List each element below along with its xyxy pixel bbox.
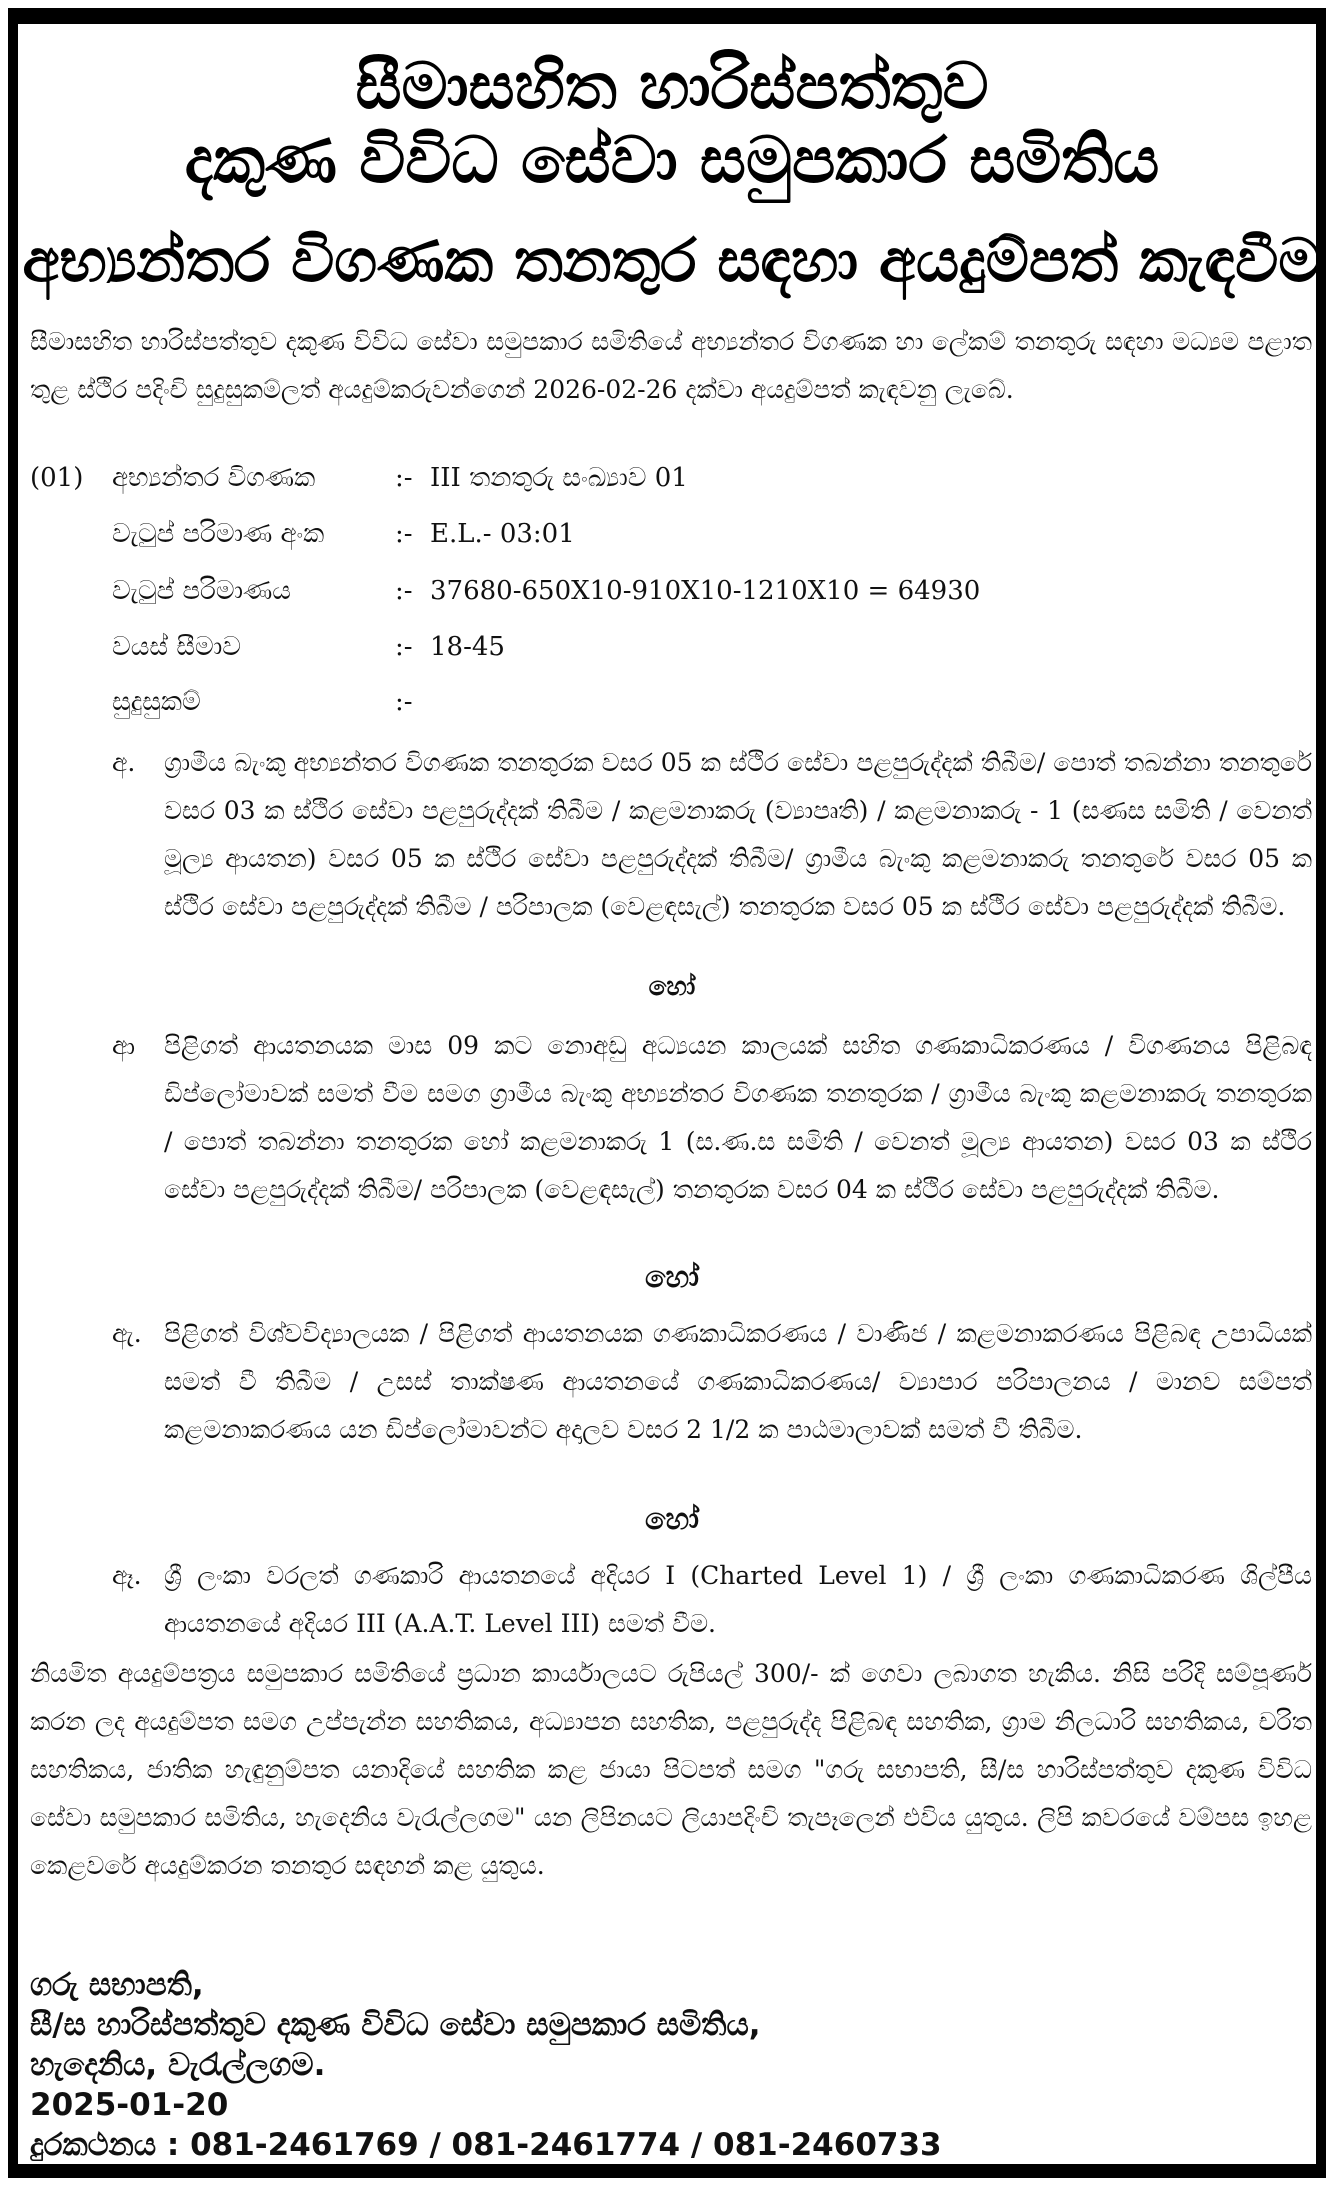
closing-paragraph: නියමිත අයදුම්පත්‍රය සමුපකාර සමිතියේ ප්‍රධාන කාර්යාලයට රුපියල් 300/- ක් ගෙවා ලබාගත හැකිය. නිසි පරිදි සම්පූර්ණ කරන ලද අයදුම්පත සමග උප්පැන්න සහතිකය, අධ්‍යාපන සහතික, පළපුරුද්ද පිළිබඳ සහතික, ග්‍රාම නිලධාරි සහතිකය, චරිත සහතිකය, ජාතික හැඳුනුම්පත යනාදියේ සහතික කළ ජායා පිටපත් සමග "ගරු සභාපති, සී/ස හාරිස්පත්තුව දකුණ විවිධ සේවා සමුපකාර සමිතිය, හැදෙනිය වැරැල්ලගම" යන ලිපිනයට ලියාපදිංචි තැපෑලෙන් එවිය යුතුය. ලිපි කවරයේ වම්පස ඉහළ කෙළවරේ අයදුම්කරන තනතුර සඳහන් කළ යුතුය. xyxy=(30,1659,1312,1880)
qualification-item xyxy=(112,739,1312,931)
title-line-2: දකුණ විවිධ සේවා සමුපකාර සමිතිය xyxy=(184,124,1160,198)
item-marker: ඈ. xyxy=(112,1561,142,1590)
field-label: වැටුප් පරිමාණය xyxy=(112,576,291,606)
phone-numbers: දුරකථනය : 081-2461769 / 081-2461774 / 081-2460733 xyxy=(30,2127,942,2163)
field-separator: :- xyxy=(395,687,413,717)
or-separator: හෝ xyxy=(645,1502,699,1537)
item-text: පිළිගත් විශ්වවිද්‍යාලයක / පිළිගත් ආයතනයක ගණකාධිකරණය / වාණිජ / කළමනාකරණය පිළිබඳ උපාධියක් සමත් වී තිබීම / උසස් තාක්ෂණ ආයතනයේ ගණකාධිකරණය/ ව්‍යාපාර පරිපාලනය / මානව සම්පත් කළමනාකරණය යන ඩිප්ලෝමාවන්ට අදාලව වසර 2 1/2 ක පාඨමාලාවක් සමත් වී තිබීම. xyxy=(164,1319,1312,1444)
qualification-item xyxy=(112,1310,1312,1454)
field-label: වයස් සීමාව xyxy=(112,632,241,662)
signatory-organization: සී/ස හාරිස්පත්තුව දකුණ විවිධ සේවා සමුපකාර සමිතිය, xyxy=(30,2007,761,2043)
item-text: ශ්‍රී ලංකා වරලත් ගණකාරි ආයතනයේ අදියර I (Charted Level 1) / ශ්‍රී ලංකා ගණකාධිකරණ ශිල්පීය ආයතනයේ අදියර III (A.A.T. Level III) සමත් වීම. xyxy=(164,1561,1312,1638)
headline: අභ්‍යන්තර විගණක තනතුර සඳහා අයදුම්පත් කැඳවීම xyxy=(22,226,1322,296)
item-marker: අ. xyxy=(112,748,136,777)
title-line-1: සීමාසහිත හාරිස්පත්තුව xyxy=(355,50,989,124)
field-separator: :- xyxy=(395,576,413,606)
or-separator: හෝ xyxy=(648,972,696,1002)
field-label: වැටුප් පරිමාණ අංක xyxy=(112,519,325,549)
field-value: III තනතුරු සංඛ්‍යාව 01 xyxy=(430,463,688,493)
field-separator: :- xyxy=(395,519,413,549)
qualification-item xyxy=(112,1022,1312,1214)
item-text: පිළිගත් ආයතනයක මාස 09 කට නොඅඩු අධ්‍යයන කාලයක් සහිත ගණකාධිකරණය / විගණනය පිළිබඳ ඩිප්ලෝමාවක් සමත් වීම සමග ග්‍රාමීය බැංකු අභ්‍යන්තර විගණක තනතුරක / ග්‍රාමීය බැංකු කළමනාකරු තනතුරක / පොත් තබන්නා තනතුරක හෝ කළමනාකරු 1 (ස.ණ.ස සමිති / වෙනත් මූල්‍ය ආයතන) වසර 03 ක ස්ථිර සේවා පළපුරුද්දක් තිබීම/ පරිපාලක (වෙළඳසැල්) තනතුරක වසර 04 ක ස්ථිර සේවා පළපුරුද්දක් තිබීම. xyxy=(164,1031,1312,1204)
intro-paragraph: සීමාසහිත හාරිස්පත්තුව දකුණ විවිධ සේවා සමුපකාර සමිතියේ අභ්‍යන්තර විගණක හා ලේකම් තනතුරු සඳහා මධ්‍යම පළාත තුළ ස්ථිර පදිංචි සුදුසුකම්ලත් අයදුම්කරුවන්ගෙන් 2026-02-26 දක්වා අයදුම්පත් කැඳවනු ලැබේ. xyxy=(30,327,1312,404)
field-separator: :- xyxy=(395,632,413,662)
signatory-address: හැදෙනිය, වැරැල්ලගම. xyxy=(30,2047,326,2083)
item-text: ග්‍රාමීය බැංකු අභ්‍යන්තර විගණක තනතුරක වසර 05 ක ස්ථිර සේවා පළපුරුද්දක් තිබීම/ පොත් තබන්නා තනතුරේ වසර 03 ක ස්ථිර සේවා පළපුරුද්දක් තිබීම / කළමනාකරු (ව්‍යාපෘති) / කළමනාකරු - 1 (සණස සමිති / වෙනත් මූල්‍ය ආයතන) වසර 05 ක ස්ථිර සේවා පළපුරුද්දක් තිබීම/ ග්‍රාමීය බැංකු කළමනාකරු තනතුරේ වසර 05 ක ස්ථිර සේවා පළපුරුද්දක් තිබීම / පරිපාලක (වෙළඳසැල්) තනතුරක වසර 05 ක ස්ථිර සේවා පළපුරුද්දක් තිබීම. xyxy=(164,748,1312,921)
field-value: 18-45 xyxy=(430,632,505,662)
signature-date: 2025-01-20 xyxy=(30,2087,229,2123)
field-separator: :- xyxy=(395,463,413,493)
qualification-item xyxy=(112,1552,1312,1648)
item-marker: ආ xyxy=(112,1031,136,1060)
or-separator: හෝ xyxy=(645,1260,699,1295)
field-value: 37680-650X10-910X10-1210X10 = 64930 xyxy=(430,576,981,606)
field-label: සුදුසුකම් xyxy=(112,687,201,717)
field-label: අභ්‍යන්තර විගණක xyxy=(112,463,316,493)
signatory-title: ගරු සභාපති, xyxy=(30,1967,204,2003)
item-marker: ඇ. xyxy=(112,1319,142,1348)
position-number: (01) xyxy=(30,463,84,493)
field-value: E.L.- 03:01 xyxy=(430,519,575,549)
